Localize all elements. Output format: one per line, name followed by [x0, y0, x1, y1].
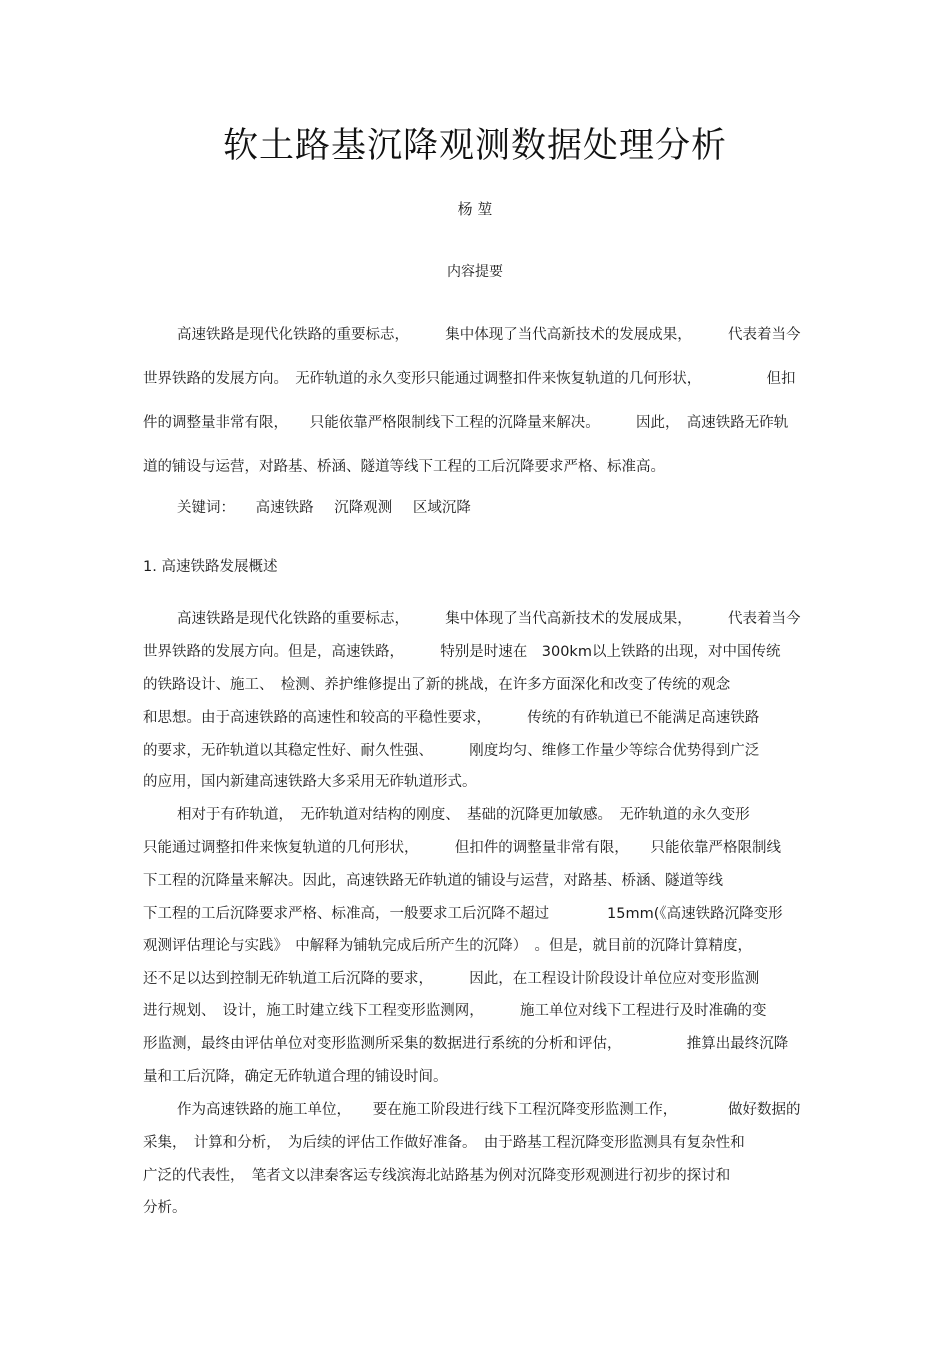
body-line: 下工程的工后沉降要求严格、标准高，一般要求工后沉降不超过 15mm(《高速铁路沉降变形	[143, 906, 783, 922]
abstract-heading: 内容提要	[447, 264, 503, 280]
body-line: 高速铁路是现代化铁路的重要标志， 集中体现了当代高新技术的发展成果， 代表着当今	[177, 611, 801, 627]
body-line: 下工程的沉降量来解决。因此，高速铁路无砟轨道的铺设与运营，对路基、桥涵、隧道等线	[143, 873, 723, 889]
abstract-line: 件的调整量非常有限， 只能依靠严格限制线下工程的沉降量来解决。 因此， 高速铁路无砟轨	[143, 415, 789, 431]
body-line: 采集， 计算和分析， 为后续的评估工作做好准备。 由于路基工程沉降变形监测具有复杂性和	[143, 1135, 745, 1151]
body-line: 分析。	[143, 1200, 187, 1216]
keywords-label: 关键词：	[177, 500, 235, 516]
abstract-line: 高速铁路是现代化铁路的重要标志， 集中体现了当代高新技术的发展成果， 代表着当今	[177, 327, 801, 343]
body-line: 的要求，无砟轨道以其稳定性好、耐久性强、 刚度均匀、维修工作量少等综合优势得到广泛	[143, 743, 760, 759]
body-line: 广泛的代表性， 笔者文以津秦客运专线滨海北站路基为例对沉降变形观测进行初步的探讨和	[143, 1168, 731, 1184]
body-line: 量和工后沉降，确定无砟轨道合理的铺设时间。	[143, 1069, 448, 1085]
abstract-line: 世界铁路的发展方向。 无砟轨道的永久变形只能通过调整扣件来恢复轨道的几何形状， 但扣	[143, 371, 796, 387]
body-line: 作为高速铁路的施工单位， 要在施工阶段进行线下工程沉降变形监测工作， 做好数据的	[177, 1102, 801, 1118]
body-line: 还不足以达到控制无砟轨道工后沉降的要求， 因此，在工程设计阶段设计单位应对变形监测	[143, 971, 760, 987]
section-heading: 1. 高速铁路发展概述	[143, 559, 278, 575]
abstract-line: 道的铺设与运营，对路基、桥涵、隧道等线下工程的工后沉降要求严格、标准高。	[143, 459, 665, 475]
body-line: 观测评估理论与实践》 中解释为铺轨完成后所产生的沉降） 。但是，就目前的沉降计算精度，	[143, 938, 752, 954]
body-line: 的铁路设计、施工、 检测、养护维修提出了新的挑战，在许多方面深化和改变了传统的观念	[143, 677, 731, 693]
keywords-line	[177, 498, 487, 518]
body-line: 进行规划、 设计，施工时建立线下工程变形监测网， 施工单位对线下工程进行及时准确的变	[143, 1003, 767, 1019]
body-line: 形监测，最终由评估单位对变形监测所采集的数据进行系统的分析和评估， 推算出最终沉降	[143, 1036, 789, 1052]
keyword: 高速铁路	[255, 500, 314, 516]
body-line: 和思想。由于高速铁路的高速性和较高的平稳性要求， 传统的有砟轨道已不能满足高速铁路	[143, 710, 760, 726]
keyword: 区域沉降	[412, 500, 471, 516]
body-line: 的应用，国内新建高速铁路大多采用无砟轨道形式。	[143, 774, 477, 790]
keyword: 沉降观测	[334, 500, 393, 516]
body-line: 世界铁路的发展方向。但是，高速铁路， 特别是时速在 300km以上铁路的出现，对中国传统	[143, 644, 781, 660]
body-line: 相对于有砟轨道， 无砟轨道对结构的刚度、 基础的沉降更加敏感。 无砟轨道的永久变形	[177, 807, 750, 823]
author-name: 杨 堃	[457, 200, 493, 218]
body-line: 只能通过调整扣件来恢复轨道的几何形状， 但扣件的调整量非常有限， 只能依靠严格限制线	[143, 840, 781, 856]
document-title: 软土路基沉降观测数据处理分析	[222, 126, 727, 166]
